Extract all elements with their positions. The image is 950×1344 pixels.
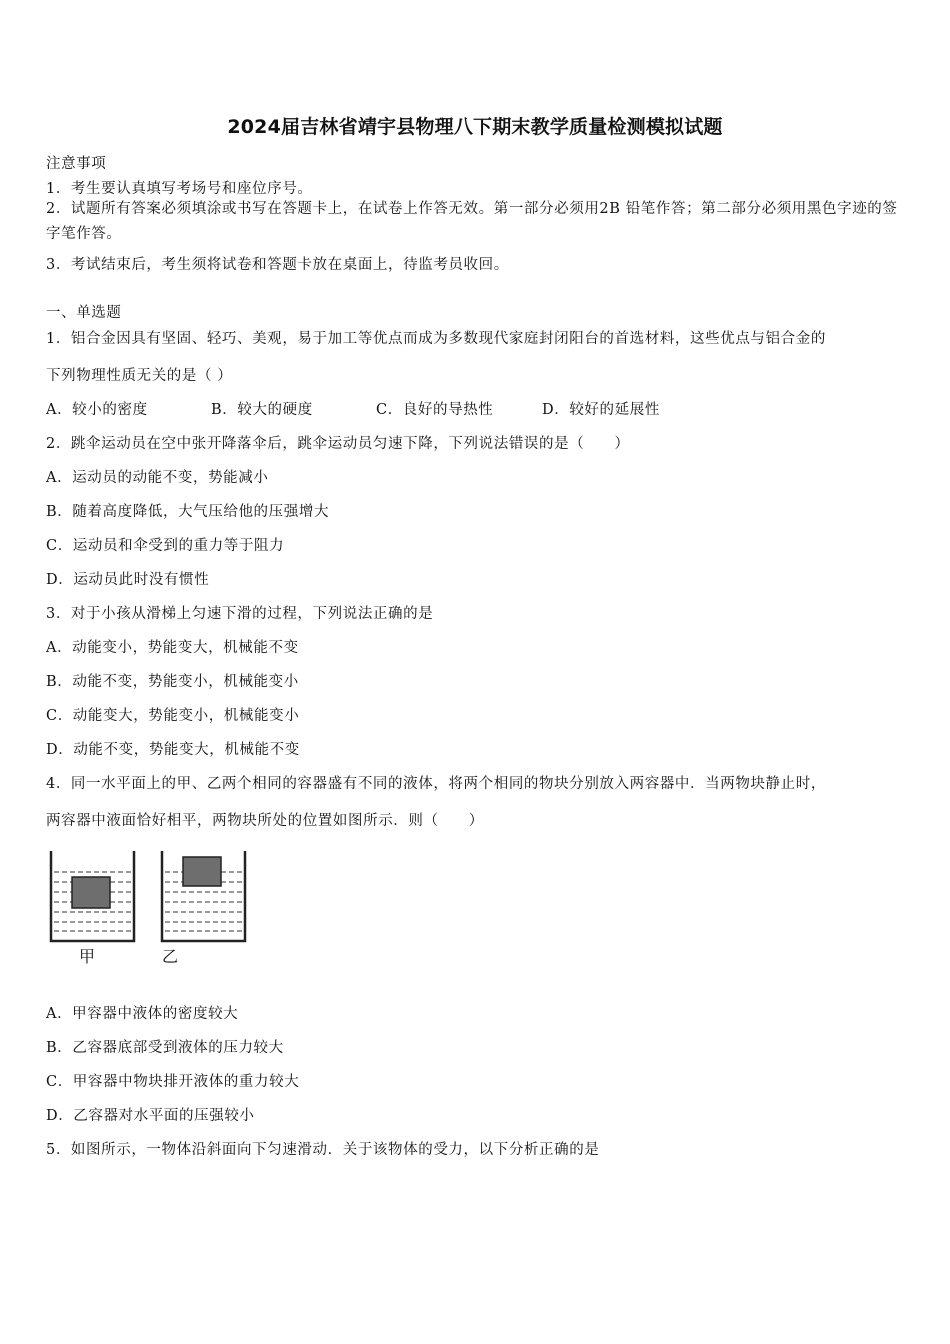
option-d[interactable]: D．较好的延展性 <box>542 402 660 418</box>
option-a[interactable]: A．较小的密度 <box>46 402 148 418</box>
question-4-stem: 4．同一水平面上的甲、乙两个相同的容器盛有不同的液体，将两个相同的物块分别放入两容器中．当两物块静止时， <box>46 776 826 792</box>
option-a[interactable]: A．动能变小，势能变大，机械能不变 <box>46 640 299 656</box>
notice-heading: 注意事项 <box>46 156 107 172</box>
option-d[interactable]: D．动能不变，势能变大，机械能不变 <box>46 742 300 758</box>
block-yi <box>183 857 221 886</box>
notice-item: 2．试题所有答案必须填涂或书写在答题卡上，在试卷上作答无效。第一部分必须用2B 铅笔作答；第二部分必须用黑色字迹的签字笔作答。 <box>46 201 898 242</box>
section-heading: 一、单选题 <box>46 305 122 321</box>
option-c[interactable]: C．动能变大，势能变小，机械能变小 <box>46 708 300 724</box>
label-yi: 乙 <box>162 947 179 966</box>
containers-diagram <box>46 846 256 946</box>
question-1-stem: 1．铝合金因具有坚固、轻巧、美观，易于加工等优点而成为多数现代家庭封闭阳台的首选材料，这些优点与铝合金的 <box>46 331 826 347</box>
notice-item: 3．考试结束后，考生须将试卷和答题卡放在桌面上，待监考员收回。 <box>46 257 509 273</box>
option-c[interactable]: C．甲容器中物块排开液体的重力较大 <box>46 1074 300 1090</box>
question-1-stem-cont: 下列物理性质无关的是（ ） <box>46 368 233 384</box>
option-b[interactable]: B．随着高度降低，大气压给他的压强增大 <box>46 504 330 520</box>
question-3-stem: 3．对于小孩从滑梯上匀速下滑的过程，下列说法正确的是 <box>46 606 434 622</box>
notice-item: 1．考生要认真填写考场号和座位序号。 <box>46 181 313 197</box>
option-d[interactable]: D．乙容器对水平面的压强较小 <box>46 1108 255 1124</box>
question-2-stem: 2．跳伞运动员在空中张开降落伞后，跳伞运动员匀速下降，下列说法错误的是（ ） <box>46 436 630 452</box>
containers-figure <box>46 846 256 971</box>
option-a[interactable]: A．运动员的动能不变，势能减小 <box>46 470 269 486</box>
question-5-stem: 5．如图所示，一物体沿斜面向下匀速滑动．关于该物体的受力，以下分析正确的是 <box>46 1142 600 1158</box>
label-jia: 甲 <box>79 947 96 966</box>
container-jia <box>51 851 134 941</box>
page-title: 2024届吉林省靖宇县物理八下期末教学质量检测模拟试题 <box>227 116 723 138</box>
question-1-options <box>46 398 660 419</box>
block-jia <box>72 877 110 908</box>
option-b[interactable]: B．较大的硬度 <box>211 402 313 418</box>
option-a[interactable]: A．甲容器中液体的密度较大 <box>46 1006 239 1022</box>
option-c[interactable]: C．运动员和伞受到的重力等于阻力 <box>46 538 285 554</box>
option-d[interactable]: D．运动员此时没有惯性 <box>46 572 210 588</box>
option-b[interactable]: B．动能不变，势能变小，机械能变小 <box>46 674 299 690</box>
option-b[interactable]: B．乙容器底部受到液体的压力较大 <box>46 1040 284 1056</box>
option-c[interactable]: C．良好的导热性 <box>376 402 494 418</box>
container-yi <box>162 851 245 941</box>
question-4-stem-cont: 两容器中液面恰好相平，两物块所处的位置如图所示．则（ ） <box>46 813 484 829</box>
